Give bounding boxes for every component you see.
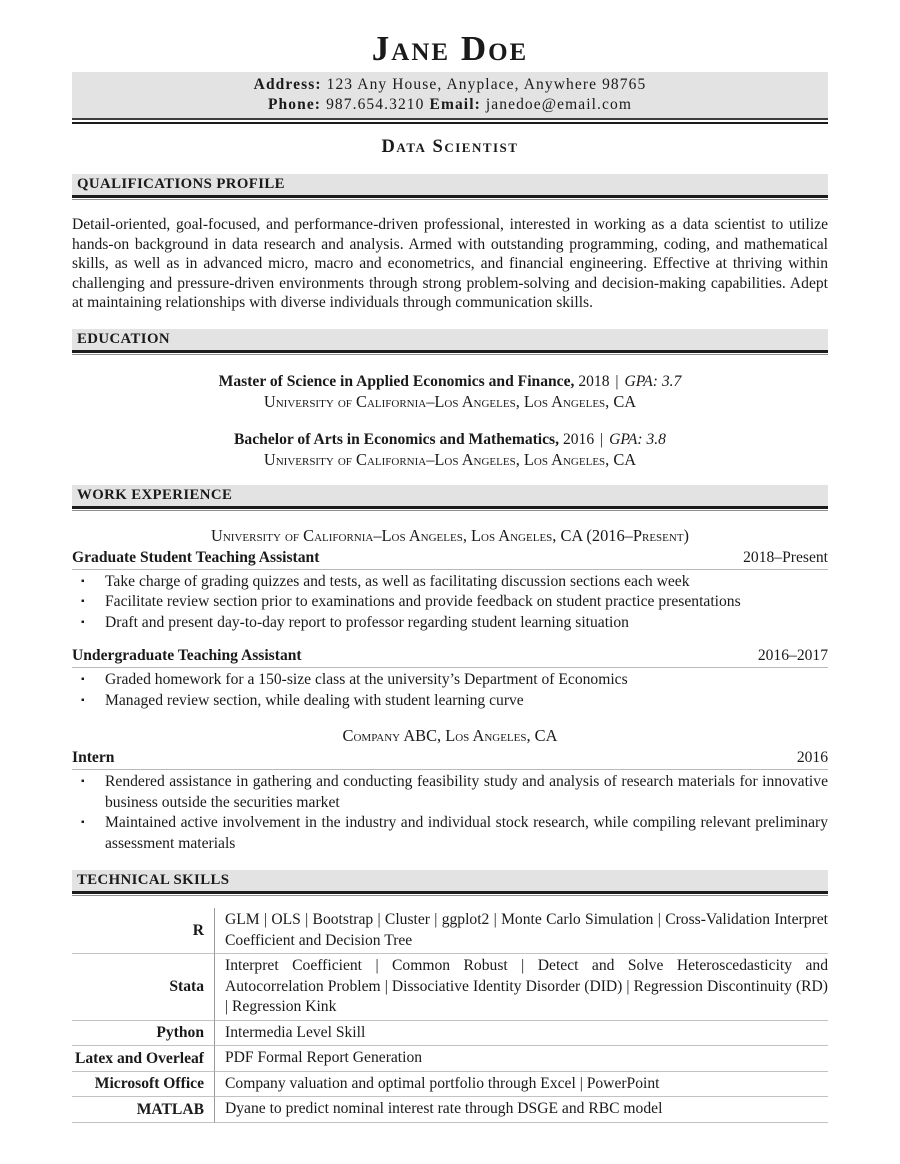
bullet-icon: ▪ <box>81 575 85 587</box>
bullet-icon: ▪ <box>81 776 85 788</box>
role-dates: 2018–Present <box>743 548 828 566</box>
bullet-text: Maintained active involvement in the industry and individual stock research, while compiling relevant preliminary assessment materials <box>105 814 828 852</box>
skill-value: GLM | OLS | Bootstrap | Cluster | ggplot2 | Monte Carlo Simulation | Cross-Validation Interpret Coefficient and Decision Tree <box>215 908 828 954</box>
role-bullets <box>72 670 828 711</box>
role-block <box>72 747 828 854</box>
bullet-item <box>72 592 828 613</box>
role-header-row <box>72 547 828 570</box>
skill-label: Microsoft Office <box>72 1072 215 1098</box>
section-heading-technical-skills: TECHNICAL SKILLS <box>72 870 828 894</box>
skill-label: MATLAB <box>72 1097 215 1123</box>
role-header-row <box>72 747 828 770</box>
skill-value: Interpret Coefficient | Common Robust | Detect and Solve Heteroscedasticity and Autocorrelation Problem | Dissociative Identity Disorder (DID) | Regression Discontinuity (RD) | Regression Kink <box>215 954 828 1021</box>
role-title: Intern <box>72 749 115 767</box>
role-dates: 2016–2017 <box>757 647 828 665</box>
skills-table <box>72 908 828 1123</box>
bullet-text: Graded homework for a 150-size class at the university’s Department of Economics <box>105 671 628 689</box>
person-name: Jane Doe <box>371 29 529 68</box>
bullet-text: Take charge of grading quizzes and tests, as well as facilitating discussion sections each week <box>105 572 690 590</box>
contact-bar <box>72 72 828 120</box>
section-rule <box>72 510 828 511</box>
skill-value: PDF Formal Report Generation <box>215 1046 828 1072</box>
skill-row <box>72 1021 828 1047</box>
bullet-item <box>72 772 828 813</box>
role-block <box>72 645 828 711</box>
degree-year: 2016 <box>562 430 595 448</box>
skill-row <box>72 954 828 1021</box>
pipe-separator: | <box>600 430 604 448</box>
bullet-text: Rendered assistance in gathering and conducting feasibility study and analysis of research materials for innovative business outside the securities market <box>105 773 828 811</box>
skill-label: Python <box>72 1021 215 1047</box>
skill-label: R <box>72 908 215 954</box>
degree-line <box>72 430 828 449</box>
education-entry <box>72 430 828 469</box>
bullet-item <box>72 572 828 593</box>
section-rule <box>72 895 828 896</box>
bullet-text: Draft and present day-to-day report to professor regarding student learning situation <box>105 613 629 631</box>
degree-line <box>72 372 828 391</box>
bullet-item <box>72 691 828 712</box>
section-qualifications <box>72 174 828 313</box>
section-work-experience <box>72 485 828 855</box>
gpa-value: GPA: 3.8 <box>609 430 666 448</box>
degree-name: Bachelor of Arts in Economics and Mathematics, <box>234 430 560 448</box>
bullet-icon: ▪ <box>81 817 85 829</box>
employer-block <box>72 526 828 712</box>
bullet-text: Managed review section, while dealing with student learning curve <box>105 691 524 709</box>
role-title: Graduate Student Teaching Assistant <box>72 548 320 566</box>
bullet-icon: ▪ <box>81 596 85 608</box>
section-heading-work-experience: WORK EXPERIENCE <box>72 485 828 509</box>
section-rule <box>72 354 828 355</box>
section-education <box>72 329 828 469</box>
section-heading-education: EDUCATION <box>72 329 828 353</box>
role-bullets <box>72 572 828 634</box>
resume-headline: Data Scientist <box>381 137 519 157</box>
phone-label: Phone: <box>267 95 322 113</box>
role-title: Undergraduate Teaching Assistant <box>72 647 302 665</box>
role-block <box>72 547 828 634</box>
skill-row <box>72 1072 828 1098</box>
email-label: Email: <box>429 95 481 113</box>
qualifications-summary: Detail-oriented, goal-focused, and performance-driven professional, interested in working as a data scientist to utilize hands-on background in data research and analysis. Armed with outstanding programming, coding, and mathematical skills, as well as in advanced micro, macro and econometrics, and financial engineering. Effective at thriving within challenging and pressure-driven environments through strong problem-solving and decision-making capabilities. Adept at maintaining relationships with diverse individuals through communication skills. <box>72 216 828 312</box>
header-divider <box>72 122 828 124</box>
bullet-icon: ▪ <box>81 616 85 628</box>
address-label: Address: <box>253 76 322 93</box>
education-entry <box>72 372 828 411</box>
gpa-value: GPA: 3.7 <box>624 372 682 390</box>
bullet-icon: ▪ <box>81 694 85 706</box>
role-dates: 2016 <box>796 749 828 767</box>
contact-address-line <box>72 75 828 95</box>
skill-label: Stata <box>72 954 215 1021</box>
company-name: Company ABC, Los Angeles, CA <box>342 726 558 746</box>
company-name: University of California–Los Angeles, Los Angeles, CA (2016–Present) <box>211 525 689 545</box>
phone-value: 987.654.3210 <box>326 95 425 113</box>
skill-value: Company valuation and optimal portfolio through Excel | PowerPoint <box>215 1072 828 1098</box>
degree-year: 2018 <box>578 372 610 390</box>
contact-phone-email-line <box>72 95 828 115</box>
role-header-row <box>72 645 828 668</box>
section-technical-skills <box>72 870 828 1123</box>
section-heading-qualifications: QUALIFICATIONS PROFILE <box>72 174 828 198</box>
employer-block <box>72 726 828 854</box>
email-value: janedoe@email.com <box>485 95 633 113</box>
address-value: 123 Any House, Anyplace, Anywhere 98765 <box>326 76 647 93</box>
school-name: University of California–Los Angeles, Los Angeles, CA <box>263 391 637 411</box>
section-rule <box>72 199 828 200</box>
bullet-item <box>72 670 828 691</box>
skill-row <box>72 1097 828 1123</box>
degree-name: Master of Science in Applied Economics and Finance, <box>218 372 575 390</box>
role-bullets <box>72 772 828 854</box>
bullet-item <box>72 813 828 854</box>
skill-row <box>72 908 828 954</box>
bullet-icon: ▪ <box>81 674 85 686</box>
skill-label: Latex and Overleaf <box>72 1046 215 1072</box>
bullet-text: Facilitate review section prior to examinations and provide feedback on student practice presentations <box>105 593 741 611</box>
school-name: University of California–Los Angeles, Los Angeles, CA <box>263 449 637 469</box>
skill-value: Dyane to predict nominal interest rate through DSGE and RBC model <box>215 1097 828 1123</box>
skill-row <box>72 1046 828 1072</box>
bullet-item <box>72 613 828 634</box>
pipe-separator: | <box>615 372 619 390</box>
skill-value: Intermedia Level Skill <box>215 1021 828 1047</box>
